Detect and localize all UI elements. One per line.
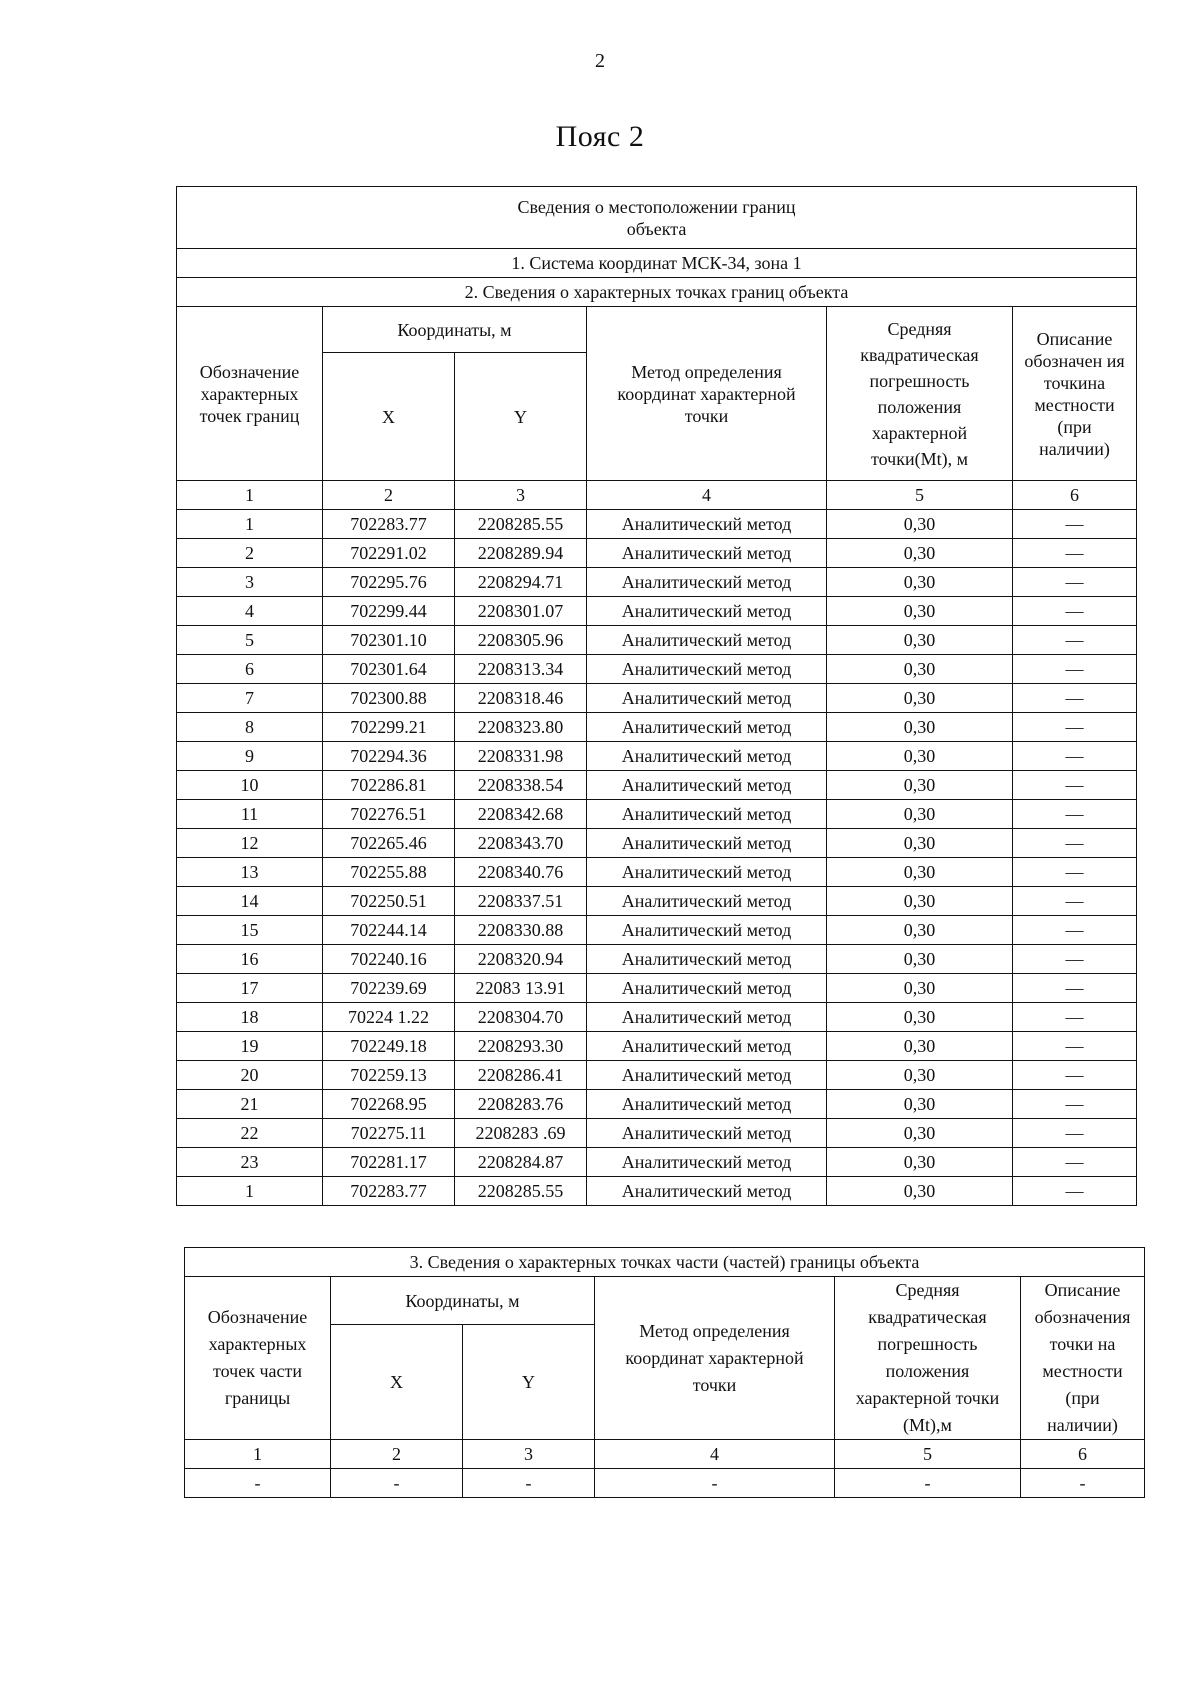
point-number: 8 — [177, 713, 323, 742]
description: — — [1013, 858, 1137, 887]
coord-x: 702249.18 — [323, 1032, 455, 1061]
table-row — [177, 916, 1137, 945]
table-row — [177, 1119, 1137, 1148]
coord-x: - — [331, 1469, 463, 1498]
coord-x: 702268.95 — [323, 1090, 455, 1119]
table-row — [177, 597, 1137, 626]
point-number: 5 — [177, 626, 323, 655]
mean-error: 0,30 — [827, 945, 1013, 974]
point-number: 11 — [177, 800, 323, 829]
table-row — [177, 1148, 1137, 1177]
coord-x: 702299.21 — [323, 713, 455, 742]
coord-x: 702283.77 — [323, 510, 455, 539]
mean-error: 0,30 — [827, 974, 1013, 1003]
page-title: Пояс 2 — [555, 120, 645, 153]
section-main-caption: Сведения о местоположении границ объекта — [177, 187, 1137, 249]
table-row — [177, 1003, 1137, 1032]
coord-y: 2208289.94 — [455, 539, 587, 568]
method: Аналитический метод — [587, 974, 827, 1003]
point-number: 23 — [177, 1148, 323, 1177]
point-number: - — [185, 1469, 331, 1498]
coord-x: 702299.44 — [323, 597, 455, 626]
header-error: Средняя квадратическая погрешность положения характерной точки(Mt), м — [827, 307, 1013, 481]
table-row — [177, 945, 1137, 974]
method: Аналитический метод — [587, 655, 827, 684]
coord-y: 2208283 .69 — [455, 1119, 587, 1148]
column-number: 5 — [835, 1440, 1021, 1469]
table-row — [177, 539, 1137, 568]
mean-error: 0,30 — [827, 539, 1013, 568]
column-number-row — [177, 481, 1137, 510]
description: — — [1013, 974, 1137, 1003]
coord-y: 2208285.55 — [455, 1177, 587, 1206]
header3-description: Описание обозначения точки на местности (при наличии) — [1021, 1277, 1145, 1440]
mean-error: 0,30 — [827, 1032, 1013, 1061]
mean-error: 0,30 — [827, 800, 1013, 829]
column-number: 6 — [1021, 1440, 1145, 1469]
point-number: 1 — [177, 1177, 323, 1206]
mean-error: 0,30 — [827, 916, 1013, 945]
header-x: X — [323, 353, 455, 481]
point-number: 19 — [177, 1032, 323, 1061]
section2-caption: 2. Сведения о характерных точках границ объекта — [177, 278, 1137, 307]
table-row — [177, 1177, 1137, 1206]
description: - — [1021, 1469, 1145, 1498]
table-row — [177, 829, 1137, 858]
coord-y: 2208304.70 — [455, 1003, 587, 1032]
header3-y: Y — [463, 1325, 595, 1440]
coord-y: 2208338.54 — [455, 771, 587, 800]
coord-x: 702281.17 — [323, 1148, 455, 1177]
coord-y: 2208293.30 — [455, 1032, 587, 1061]
mean-error: 0,30 — [827, 597, 1013, 626]
description: — — [1013, 771, 1137, 800]
description: — — [1013, 1090, 1137, 1119]
mean-error: 0,30 — [827, 1061, 1013, 1090]
mean-error: 0,30 — [827, 510, 1013, 539]
header-designation: Обозначение характерных точек границ — [177, 307, 323, 481]
coord-y: 2208340.76 — [455, 858, 587, 887]
point-number: 17 — [177, 974, 323, 1003]
point-number: 2 — [177, 539, 323, 568]
mean-error: 0,30 — [827, 742, 1013, 771]
mean-error: 0,30 — [827, 1177, 1013, 1206]
point-number: 10 — [177, 771, 323, 800]
coord-y: 22083 13.91 — [455, 974, 587, 1003]
method: Аналитический метод — [587, 1177, 827, 1206]
mean-error: 0,30 — [827, 713, 1013, 742]
coord-x: 702301.64 — [323, 655, 455, 684]
table-row — [177, 974, 1137, 1003]
method: Аналитический метод — [587, 684, 827, 713]
method: Аналитический метод — [587, 1148, 827, 1177]
column-number: 5 — [827, 481, 1013, 510]
mean-error: 0,30 — [827, 684, 1013, 713]
part-boundary-points-table — [184, 1247, 1145, 1498]
coord-y: 2208305.96 — [455, 626, 587, 655]
mean-error: 0,30 — [827, 887, 1013, 916]
coord-x: 702291.02 — [323, 539, 455, 568]
description: — — [1013, 1177, 1137, 1206]
description: — — [1013, 887, 1137, 916]
coord-y: 2208284.87 — [455, 1148, 587, 1177]
point-number: 6 — [177, 655, 323, 684]
point-number: 12 — [177, 829, 323, 858]
table-row — [185, 1469, 1145, 1498]
column-number: 2 — [331, 1440, 463, 1469]
coord-y: 2208320.94 — [455, 945, 587, 974]
coord-x: 702259.13 — [323, 1061, 455, 1090]
method: Аналитический метод — [587, 1061, 827, 1090]
coord-y: 2208331.98 — [455, 742, 587, 771]
coord-x: 702276.51 — [323, 800, 455, 829]
coord-x: 702286.81 — [323, 771, 455, 800]
coord-x: 702294.36 — [323, 742, 455, 771]
header3-error: Средняя квадратическая погрешность положения характерной точки (Mt),м — [835, 1277, 1021, 1440]
mean-error: 0,30 — [827, 771, 1013, 800]
section3-caption: 3. Сведения о характерных точках части (частей) границы объекта — [185, 1248, 1145, 1277]
method: - — [595, 1469, 835, 1498]
method: Аналитический метод — [587, 626, 827, 655]
mean-error: 0,30 — [827, 655, 1013, 684]
coord-x: 702250.51 — [323, 887, 455, 916]
method: Аналитический метод — [587, 597, 827, 626]
coord-y: - — [463, 1469, 595, 1498]
table-row — [177, 568, 1137, 597]
column-number: 1 — [177, 481, 323, 510]
method: Аналитический метод — [587, 858, 827, 887]
description: — — [1013, 916, 1137, 945]
description: — — [1013, 684, 1137, 713]
coord-y: 2208301.07 — [455, 597, 587, 626]
header-y: Y — [455, 353, 587, 481]
table-row — [177, 858, 1137, 887]
header3-coords: Координаты, м — [331, 1277, 595, 1325]
coord-y: 2208343.70 — [455, 829, 587, 858]
mean-error: 0,30 — [827, 1003, 1013, 1032]
method: Аналитический метод — [587, 510, 827, 539]
column-number-row — [185, 1440, 1145, 1469]
description: — — [1013, 1119, 1137, 1148]
point-number: 1 — [177, 510, 323, 539]
description: — — [1013, 655, 1137, 684]
method: Аналитический метод — [587, 771, 827, 800]
point-number: 9 — [177, 742, 323, 771]
description: — — [1013, 829, 1137, 858]
method: Аналитический метод — [587, 1119, 827, 1148]
point-number: 16 — [177, 945, 323, 974]
point-number: 7 — [177, 684, 323, 713]
header-method: Метод определения координат характерной точки — [587, 307, 827, 481]
table-row — [177, 655, 1137, 684]
coord-x: 702275.11 — [323, 1119, 455, 1148]
point-number: 20 — [177, 1061, 323, 1090]
coord-x: 702300.88 — [323, 684, 455, 713]
mean-error: 0,30 — [827, 626, 1013, 655]
method: Аналитический метод — [587, 742, 827, 771]
description: — — [1013, 713, 1137, 742]
mean-error: 0,30 — [827, 568, 1013, 597]
coord-x: 702283.77 — [323, 1177, 455, 1206]
description: — — [1013, 568, 1137, 597]
coord-y: 2208294.71 — [455, 568, 587, 597]
mean-error: 0,30 — [827, 829, 1013, 858]
table-row — [177, 800, 1137, 829]
method: Аналитический метод — [587, 568, 827, 597]
coord-y: 2208318.46 — [455, 684, 587, 713]
column-number: 3 — [455, 481, 587, 510]
column-number: 3 — [463, 1440, 595, 1469]
mean-error: 0,30 — [827, 1148, 1013, 1177]
point-number: 15 — [177, 916, 323, 945]
table-row — [177, 684, 1137, 713]
header-description: Описание обозначен ия точкина местности (при наличии) — [1013, 307, 1137, 481]
method: Аналитический метод — [587, 800, 827, 829]
method: Аналитический метод — [587, 945, 827, 974]
point-number: 3 — [177, 568, 323, 597]
method: Аналитический метод — [587, 539, 827, 568]
coord-y: 2208285.55 — [455, 510, 587, 539]
column-number: 6 — [1013, 481, 1137, 510]
column-number: 1 — [185, 1440, 331, 1469]
description: — — [1013, 510, 1137, 539]
description: — — [1013, 626, 1137, 655]
table-row — [177, 510, 1137, 539]
coord-x: 702239.69 — [323, 974, 455, 1003]
method: Аналитический метод — [587, 713, 827, 742]
table-row — [177, 771, 1137, 800]
method: Аналитический метод — [587, 1003, 827, 1032]
point-number: 13 — [177, 858, 323, 887]
description: — — [1013, 1061, 1137, 1090]
table-row — [177, 742, 1137, 771]
mean-error: 0,30 — [827, 1119, 1013, 1148]
point-number: 14 — [177, 887, 323, 916]
header3-designation: Обозначение характерных точек части границы — [185, 1277, 331, 1440]
method: Аналитический метод — [587, 1090, 827, 1119]
table-row — [177, 887, 1137, 916]
coord-x: 702265.46 — [323, 829, 455, 858]
coord-y: 2208283.76 — [455, 1090, 587, 1119]
coord-y: 2208337.51 — [455, 887, 587, 916]
coord-y: 2208342.68 — [455, 800, 587, 829]
description: — — [1013, 1148, 1137, 1177]
description: — — [1013, 539, 1137, 568]
coord-x: 702240.16 — [323, 945, 455, 974]
coord-x: 702255.88 — [323, 858, 455, 887]
method: Аналитический метод — [587, 1032, 827, 1061]
header3-x: X — [331, 1325, 463, 1440]
mean-error: - — [835, 1469, 1021, 1498]
method: Аналитический метод — [587, 916, 827, 945]
coord-y: 2208313.34 — [455, 655, 587, 684]
table-row — [177, 626, 1137, 655]
mean-error: 0,30 — [827, 858, 1013, 887]
coord-y: 2208323.80 — [455, 713, 587, 742]
coord-x: 70224 1.22 — [323, 1003, 455, 1032]
column-number: 2 — [323, 481, 455, 510]
section1-caption: 1. Система координат МСК-34, зона 1 — [177, 249, 1137, 278]
column-number: 4 — [587, 481, 827, 510]
table-row — [177, 1032, 1137, 1061]
description: — — [1013, 597, 1137, 626]
column-number: 4 — [595, 1440, 835, 1469]
mean-error: 0,30 — [827, 1090, 1013, 1119]
description: — — [1013, 800, 1137, 829]
coord-x: 702301.10 — [323, 626, 455, 655]
description: — — [1013, 1003, 1137, 1032]
method: Аналитический метод — [587, 829, 827, 858]
table-row — [177, 713, 1137, 742]
coord-x: 702244.14 — [323, 916, 455, 945]
header3-method: Метод определения координат характерной точки — [595, 1277, 835, 1440]
header-coords: Координаты, м — [323, 307, 587, 353]
point-number: 4 — [177, 597, 323, 626]
point-number: 21 — [177, 1090, 323, 1119]
coord-x: 702295.76 — [323, 568, 455, 597]
table-row — [177, 1061, 1137, 1090]
page-number: 2 — [595, 50, 605, 72]
coord-y: 2208330.88 — [455, 916, 587, 945]
description: — — [1013, 1032, 1137, 1061]
description: — — [1013, 742, 1137, 771]
description: — — [1013, 945, 1137, 974]
boundary-points-table — [176, 186, 1137, 1206]
point-number: 18 — [177, 1003, 323, 1032]
coord-y: 2208286.41 — [455, 1061, 587, 1090]
point-number: 22 — [177, 1119, 323, 1148]
table-row — [177, 1090, 1137, 1119]
method: Аналитический метод — [587, 887, 827, 916]
